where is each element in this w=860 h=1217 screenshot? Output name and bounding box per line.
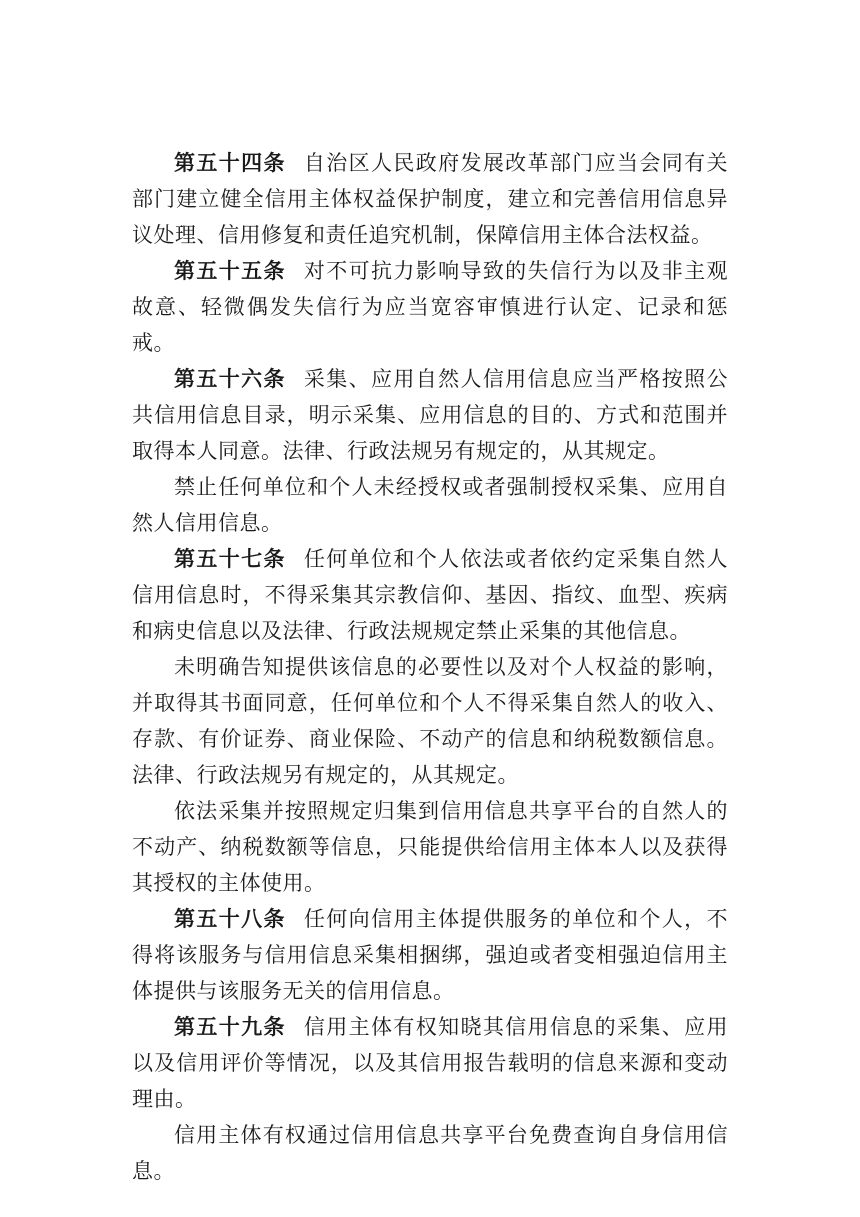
article-59-clause-2 <box>132 1117 728 1189</box>
paragraph-text: 自治区人民政府发展改革部门应当会同有关部门建立健全信用主体权益保护制度，建立和完善信用信息异议处理、信用修复和责任追究机制，保障信用主体合法权益。 <box>132 151 729 247</box>
paragraph-text: 采集、应用自然人信用信息应当严格按照公共信用信息目录，明示采集、应用信息的目的、方式和范围并取得本人同意。法律、行政法规另有规定的，从其规定。 <box>132 367 729 463</box>
paragraph-text: 信用主体有权通过信用信息共享平台免费查询自身信用信息。 <box>132 1123 728 1183</box>
article-number: 第五十七条 <box>174 546 286 571</box>
article-54-paragraph <box>132 145 728 253</box>
article-number: 第五十六条 <box>174 366 286 391</box>
paragraph-text: 未明确告知提供该信息的必要性以及对个人权益的影响，并取得其书面同意，任何单位和个人不得采集自然人的收入、存款、有价证券、商业保险、不动产的信息和纳税数额信息。法律、行政法规另有规定的，从其规定。 <box>132 655 728 787</box>
document-body <box>132 145 728 1189</box>
article-number: 第五十五条 <box>174 258 286 283</box>
article-56-clause-2 <box>132 469 728 541</box>
article-57-clause-3 <box>132 793 728 901</box>
article-number: 第五十八条 <box>174 906 286 931</box>
paragraph-text: 对不可抗力影响导致的失信行为以及非主观故意、轻微偶发失信行为应当宽容审慎进行认定、记录和惩戒。 <box>132 259 729 355</box>
article-number: 第五十四条 <box>174 150 286 175</box>
paragraph-text: 禁止任何单位和个人未经授权或者强制授权采集、应用自然人信用信息。 <box>132 475 728 535</box>
paragraph-text: 任何单位和个人依法或者依约定采集自然人信用信息时，不得采集其宗教信仰、基因、指纹、血型、疾病和病史信息以及法律、行政法规规定禁止采集的其他信息。 <box>132 547 729 643</box>
article-55-paragraph <box>132 253 728 361</box>
article-56-paragraph <box>132 361 728 469</box>
article-57-clause-2 <box>132 649 728 793</box>
article-number: 第五十九条 <box>174 1014 286 1039</box>
article-59-paragraph <box>132 1009 728 1117</box>
paragraph-text: 依法采集并按照规定归集到信用信息共享平台的自然人的不动产、纳税数额等信息，只能提供给信用主体本人以及获得其授权的主体使用。 <box>132 799 728 895</box>
article-57-paragraph <box>132 541 728 649</box>
paragraph-text: 信用主体有权知晓其信用信息的采集、应用以及信用评价等情况，以及其信用报告载明的信息来源和变动理由。 <box>132 1015 729 1111</box>
article-58-paragraph <box>132 901 728 1009</box>
paragraph-text: 任何向信用主体提供服务的单位和个人，不得将该服务与信用信息采集相捆绑，强迫或者变相强迫信用主体提供与该服务无关的信用信息。 <box>132 907 729 1003</box>
